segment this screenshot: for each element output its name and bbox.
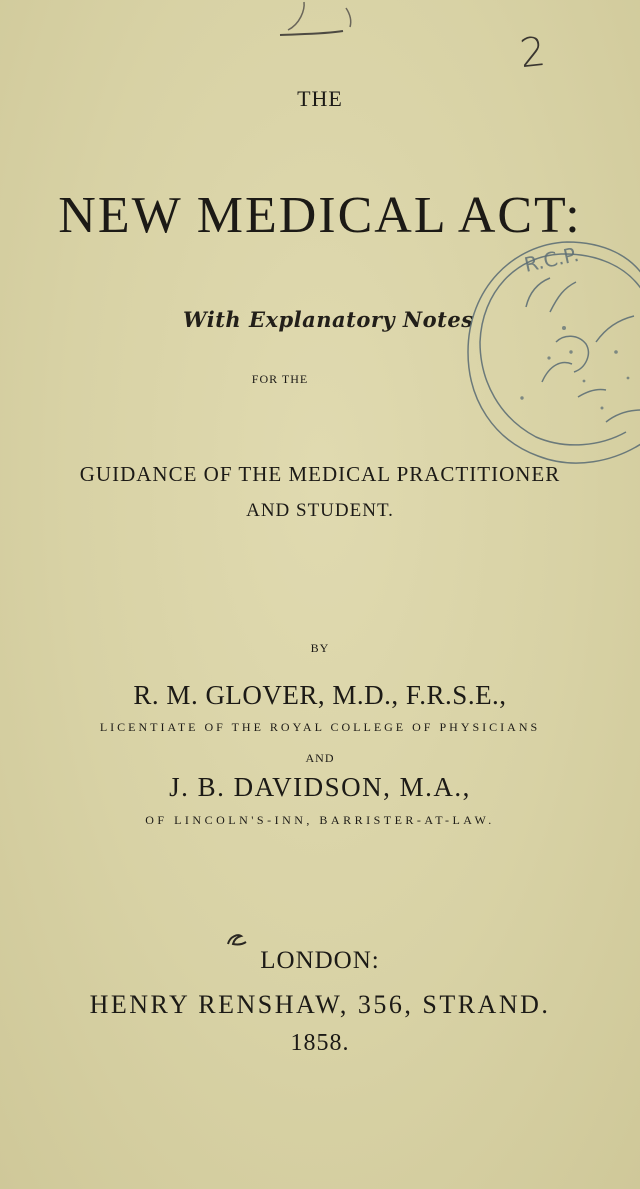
year-line: 1858. [290, 1030, 350, 1056]
subtitle: With Explanatory Notes [183, 307, 474, 332]
page-number: 2 [517, 28, 548, 78]
guidance-line: GUIDANCE OF THE MEDICAL PRACTITIONER [79, 462, 561, 486]
page-title: NEW MEDICAL ACT: [58, 187, 582, 244]
the-label: THE [297, 86, 343, 111]
by-label: BY [310, 641, 330, 655]
place-line: LONDON: [260, 947, 380, 974]
library-stamp-icon [446, 232, 640, 492]
author-one: R. M. GLOVER, M.D., F.R.S.E., [133, 680, 507, 710]
and-label: AND [305, 751, 335, 765]
author-two: J. B. DAVIDSON, M.A., [169, 772, 471, 802]
pencil-scribble-icon [270, 0, 360, 40]
ornament-icon [224, 930, 248, 948]
student-line: AND STUDENT. [246, 500, 394, 521]
svg-text:R.C.P.: R.C.P. [522, 241, 582, 277]
author-one-credential: LICENTIATE OF THE ROYAL COLLEGE OF PHYSICIANS [99, 720, 541, 734]
publisher-line: HENRY RENSHAW, 356, STRAND. [89, 990, 551, 1019]
author-two-credential: OF LINCOLN'S-INN, BARRISTER-AT-LAW. [145, 813, 495, 827]
for-the-label: FOR THE [251, 372, 309, 386]
